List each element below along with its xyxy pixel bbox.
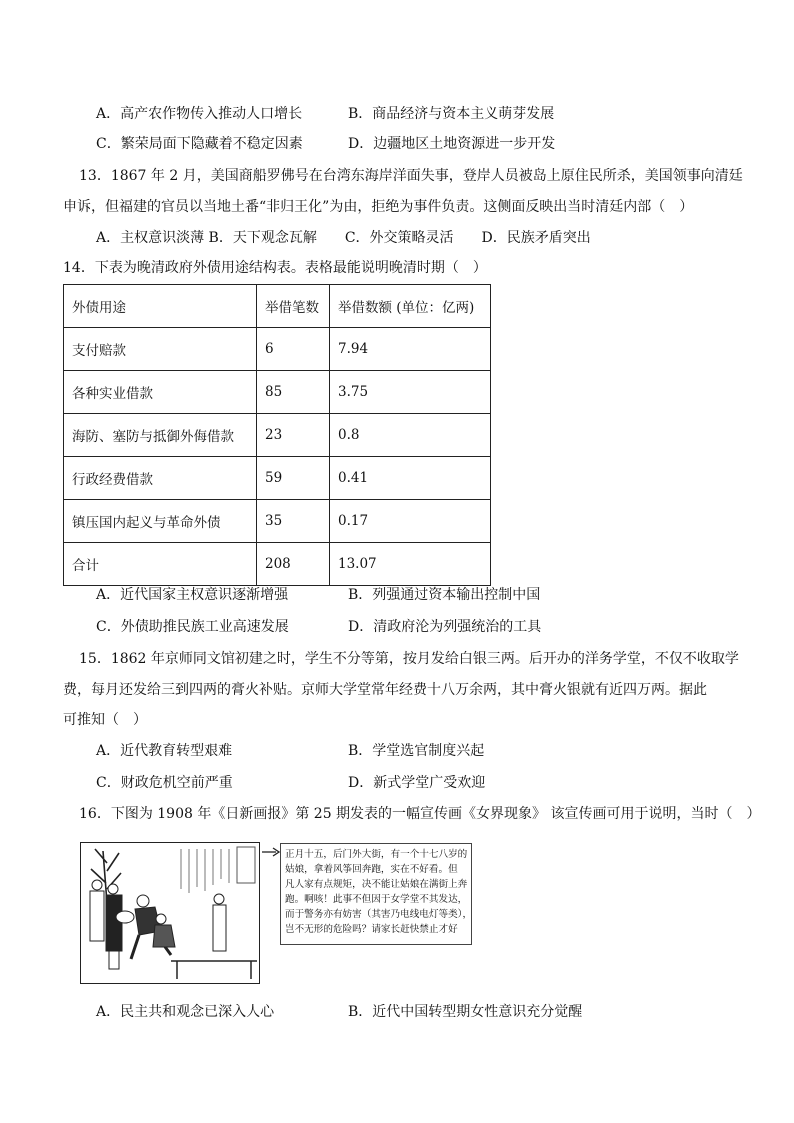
q15-option-b[interactable]: B．学堂选官制度兴起 <box>348 743 485 759</box>
table-cell: 支付赔款 <box>64 328 257 371</box>
arrow-right-icon <box>262 847 280 857</box>
q14-option-c[interactable]: C．外债助推民族工业高速发展 <box>96 619 289 635</box>
caption-line: 姑娘，拿着风筝回奔跑，实在不好看。但 <box>285 864 458 875</box>
table-row <box>64 500 491 543</box>
q14-option-d[interactable]: D．清政府沦为列强统治的工具 <box>348 619 542 635</box>
table-cell: 13.07 <box>330 543 491 586</box>
q12-option-b[interactable]: B．商品经济与资本主义萌芽发展 <box>348 106 555 122</box>
q15-option-d[interactable]: D．新式学堂广受欢迎 <box>348 775 486 791</box>
caption-line: 而于警务亦有妨害（其害乃电线电灯等类）， <box>285 909 473 920</box>
table-cell: 23 <box>257 414 330 457</box>
table-cell: 7.94 <box>330 328 491 371</box>
table-header-row <box>64 285 491 328</box>
q14-option-a[interactable]: A．近代国家主权意识逐渐增强 <box>96 587 289 603</box>
q15-stem-line-3: 可推知（ ） <box>63 712 147 728</box>
q14-option-b[interactable]: B．列强通过资本输出控制中国 <box>348 587 541 603</box>
q16-option-b[interactable]: B．近代中国转型期女性意识充分觉醒 <box>348 1004 583 1020</box>
q15-stem-line-1: 15．1862 年京师同文馆初建之时，学生不分等第，按月发给白银三两。后开办的洋务学堂，不仅不收取学 <box>79 651 739 667</box>
table-cell: 合计 <box>64 543 257 586</box>
table-cell: 0.17 <box>330 500 491 543</box>
illustration-drawing <box>81 843 259 983</box>
caption-line: 岂不无形的危险吗？请家长赶快禁止才好 <box>285 924 458 935</box>
table-header-cell: 外债用途 <box>64 285 257 328</box>
table-cell: 3.75 <box>330 371 491 414</box>
table-header-cell: 举借数额 (单位：亿两) <box>330 285 491 328</box>
table-cell: 行政经费借款 <box>64 457 257 500</box>
table-cell: 85 <box>257 371 330 414</box>
debt-usage-table <box>63 284 491 586</box>
q12-option-c[interactable]: C．繁荣局面下隐藏着不稳定因素 <box>96 136 303 152</box>
caption-line: 跑。啊咳！此事不但因于女学堂不其发达， <box>285 894 468 905</box>
q15-option-c[interactable]: C．财政危机空前严重 <box>96 775 233 791</box>
table-cell: 海防、塞防与抵御外侮借款 <box>64 414 257 457</box>
table-row <box>64 543 491 586</box>
table-row <box>64 414 491 457</box>
q13-stem-line-1: 13．1867 年 2 月，美国商船罗佛号在台湾东海岸洋面失事，登岸人员被岛上原住民所杀，美国领事向清廷 <box>79 168 743 184</box>
propaganda-illustration <box>80 842 260 984</box>
caption-line: 凡人家有点规矩，决不能让姑娘在满街上奔 <box>285 879 468 890</box>
q13-options[interactable]: A．主权意识淡薄 B．天下观念瓦解 C．外交策略灵活 D．民族矛盾突出 <box>96 230 591 246</box>
table-row <box>64 328 491 371</box>
q12-option-a[interactable]: A．高产农作物传入推动人口增长 <box>96 106 303 122</box>
table-row <box>64 371 491 414</box>
table-cell: 0.41 <box>330 457 491 500</box>
table-cell: 镇压国内起义与革命外债 <box>64 500 257 543</box>
table-cell: 35 <box>257 500 330 543</box>
table-cell: 59 <box>257 457 330 500</box>
illustration-caption-box <box>280 843 472 945</box>
q16-stem: 16．下图为 1908 年《日新画报》第 25 期发表的一幅宣传画《女界现象》 该宣传画可用于说明，当时（ ） <box>79 806 761 822</box>
table-header-cell: 举借笔数 <box>257 285 330 328</box>
table-cell: 0.8 <box>330 414 491 457</box>
q14-stem: 14．下表为晚清政府外债用途结构表。表格最能说明晚清时期（ ） <box>63 260 487 276</box>
q15-option-a[interactable]: A．近代教育转型艰难 <box>96 743 233 759</box>
q13-stem-line-2: 申诉，但福建的官员以当地土番“非归王化”为由，拒绝为事件负责。这侧面反映出当时清廷内部（ ） <box>63 199 694 215</box>
table-cell: 各种实业借款 <box>64 371 257 414</box>
table-cell: 208 <box>257 543 330 586</box>
q16-option-a[interactable]: A．民主共和观念已深入人心 <box>96 1004 275 1020</box>
table-row <box>64 457 491 500</box>
q12-option-d[interactable]: D．边疆地区土地资源进一步开发 <box>348 136 556 152</box>
q15-stem-line-2: 费，每月还发给三到四两的膏火补贴。京师大学堂常年经费十八万余两，其中膏火银就有近四万两。据此 <box>63 682 707 698</box>
caption-line: 正月十五，后门外大街，有一个十七八岁的 <box>285 849 468 860</box>
table-cell: 6 <box>257 328 330 371</box>
